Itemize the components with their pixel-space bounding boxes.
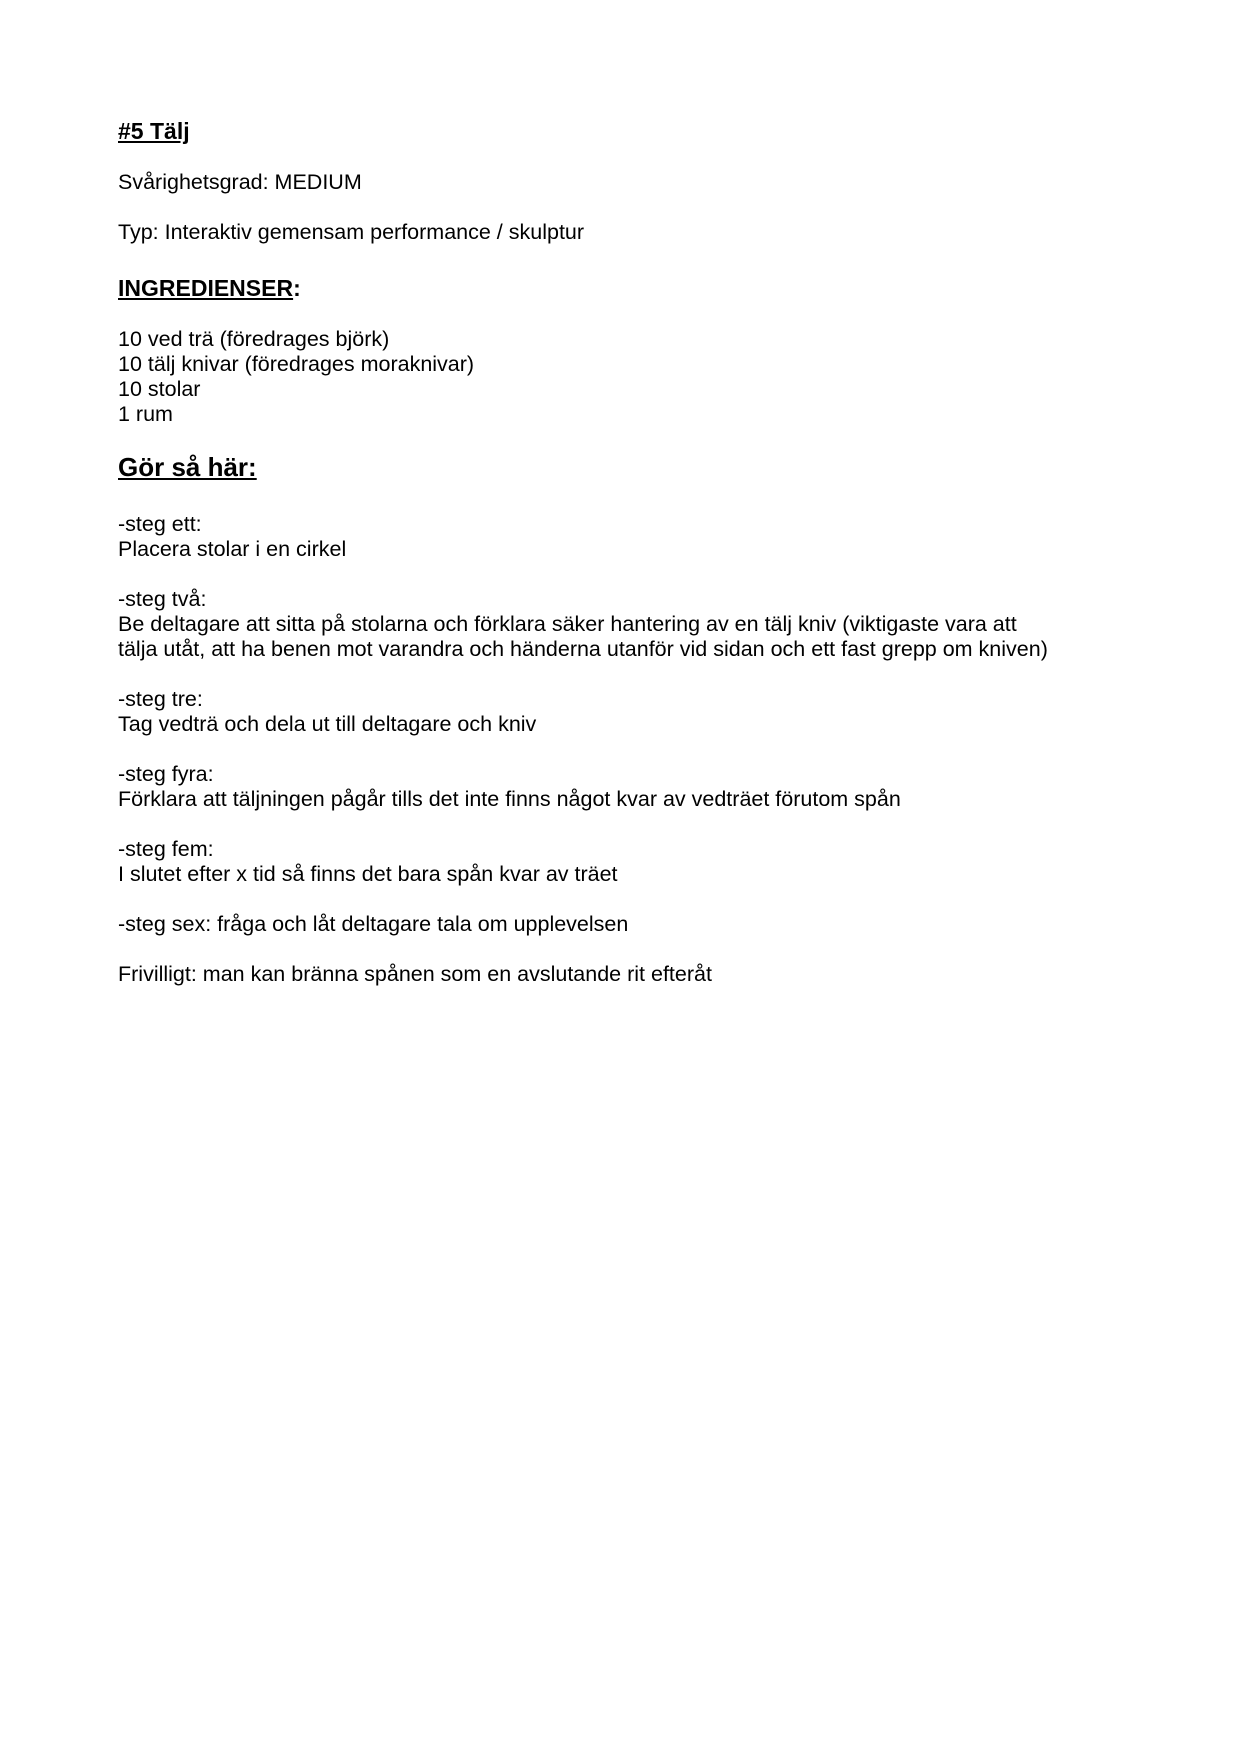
ingredient-item: 10 stolar: [118, 377, 201, 401]
type-line: Typ: Interaktiv gemensam performance / skulptur: [118, 220, 585, 244]
step-label: -steg fem:: [118, 837, 214, 861]
step-label: -steg fyra:: [118, 762, 214, 786]
howto-heading: Gör så här:: [118, 452, 257, 482]
step-text: Tag vedträ och dela ut till deltagare och kniv: [118, 712, 537, 736]
step-label: -steg ett:: [118, 512, 202, 536]
step-label: -steg sex: fråga och låt deltagare tala om upplevelsen: [118, 912, 629, 936]
ingredients-heading-text: INGREDIENSER: [118, 275, 294, 301]
step-text-continued: tälja utåt, att ha benen mot varandra och händerna utanför vid sidan och ett fast grepp om kniven): [118, 637, 1048, 661]
ingredient-item: 1 rum: [118, 402, 173, 426]
step-text: Placera stolar i en cirkel: [118, 537, 347, 561]
step-text: Förklara att täljningen pågår tills det inte finns något kvar av vedträet förutom spån: [118, 787, 901, 811]
step-label: -steg två:: [118, 587, 207, 611]
step-label: -steg tre:: [118, 687, 203, 711]
ingredient-item: 10 tälj knivar (föredrages moraknivar): [118, 352, 475, 376]
optional-note: Frivilligt: man kan bränna spånen som en avslutande rit efteråt: [118, 962, 712, 986]
step-text: I slutet efter x tid så finns det bara spån kvar av träet: [118, 862, 618, 886]
ingredients-heading: [118, 275, 301, 302]
ingredients-heading-colon: :: [293, 275, 301, 301]
ingredient-item: 10 ved trä (föredrages björk): [118, 327, 390, 351]
difficulty-line: Svårighetsgrad: MEDIUM: [118, 170, 362, 194]
document-title: #5 Tälj: [118, 118, 190, 144]
step-text: Be deltagare att sitta på stolarna och förklara säker hantering av en tälj kniv (viktigaste vara att: [118, 612, 1017, 636]
